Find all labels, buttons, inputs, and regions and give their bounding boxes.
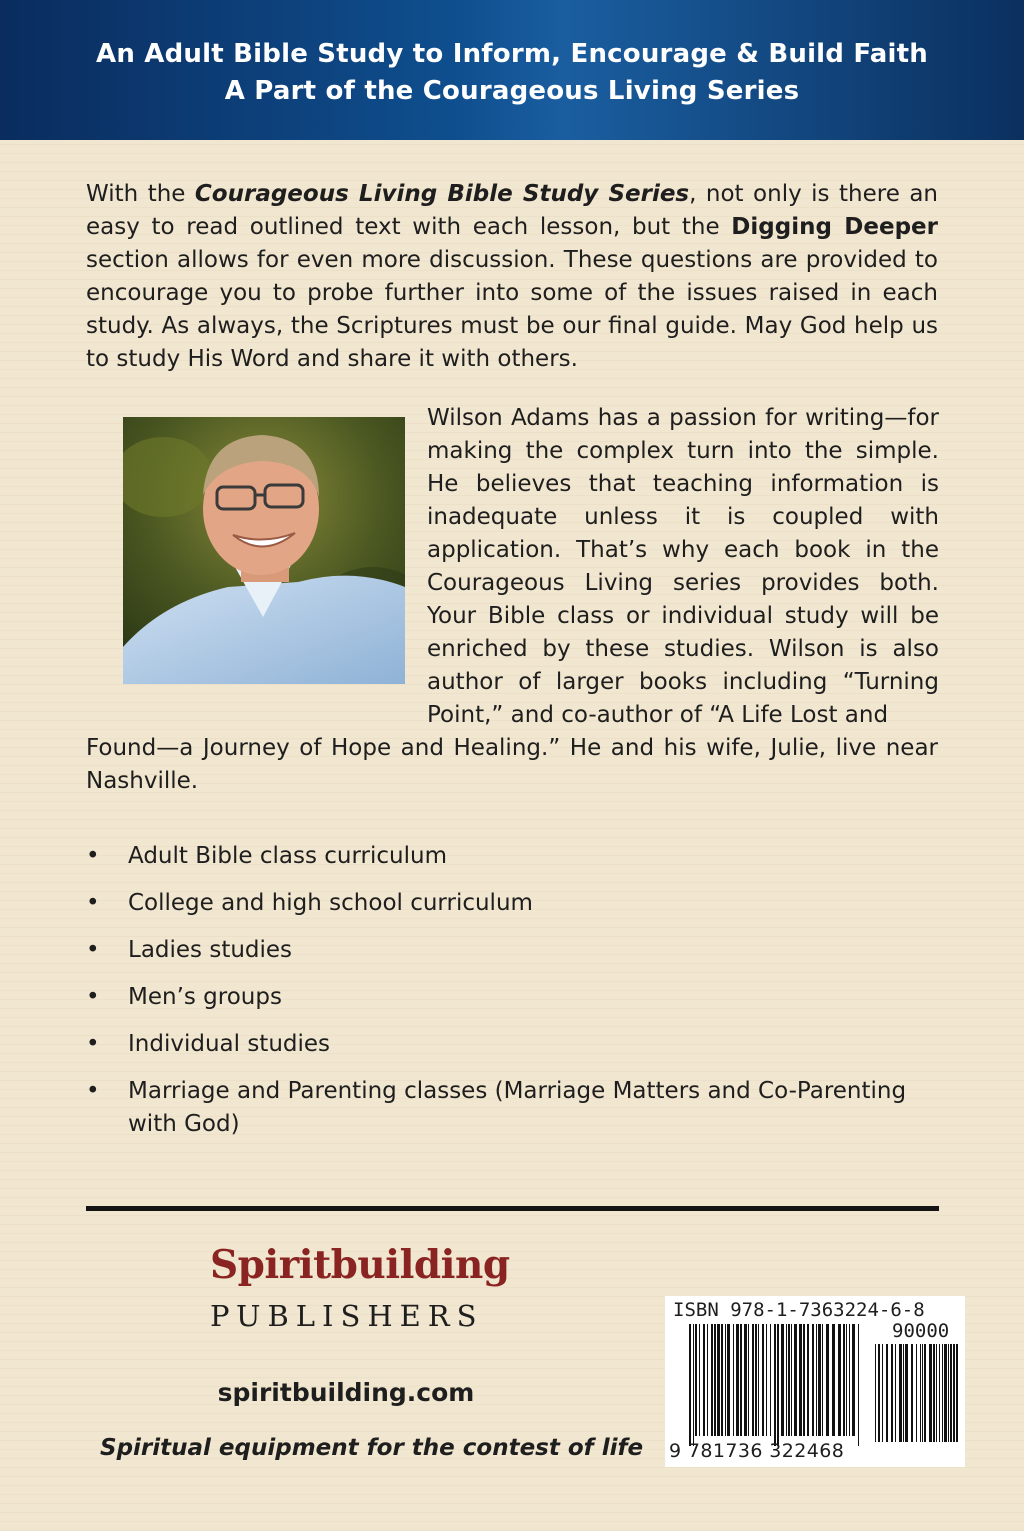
- barcode-bar: [725, 1324, 726, 1436]
- banner-subtitle: A Part of the Courageous Living Series: [224, 76, 800, 106]
- publisher-name: Spiritbuilding: [210, 1242, 510, 1288]
- addon-bar: [911, 1344, 913, 1442]
- barcode-bar: [852, 1324, 855, 1436]
- barcode-bar: [711, 1324, 713, 1436]
- barcode-bar: [794, 1324, 797, 1436]
- addon-bar: [878, 1344, 880, 1442]
- addon-bar: [936, 1344, 937, 1442]
- barcode-bar: [846, 1324, 847, 1436]
- addon-bar: [933, 1344, 935, 1442]
- barcode-bar: [799, 1324, 802, 1436]
- publisher-tagline: Spiritual equipment for the contest of life: [100, 1435, 644, 1461]
- intro-text-end: section allows for even more discussion. These questions are provided to encourage you to probe further into some of the issues raised in each study. As always, the Scriptures must be our final guide. May God help us to study His Word and share it with others.: [86, 247, 938, 372]
- bio-last-line: Nashville.: [86, 768, 199, 794]
- addon-bar: [875, 1344, 876, 1442]
- addon-bar: [950, 1344, 952, 1442]
- barcode-bar: [727, 1324, 730, 1436]
- list-item: • Ladies studies: [86, 934, 938, 967]
- barcode-bar: [693, 1324, 694, 1446]
- barcode-bar: [717, 1324, 720, 1436]
- barcode-bar: [699, 1324, 700, 1436]
- barcode-bar: [849, 1324, 850, 1436]
- barcode-bar: [832, 1324, 835, 1436]
- addon-bar: [924, 1344, 926, 1442]
- addon-bar: [899, 1344, 902, 1442]
- barcode-bar: [774, 1324, 776, 1446]
- barcode-bar: [755, 1324, 757, 1436]
- bullet-icon: •: [86, 984, 100, 1010]
- barcode-bar: [736, 1324, 739, 1436]
- barcode-bar: [748, 1324, 749, 1436]
- publisher-logo: [210, 1240, 510, 1336]
- barcode-bar: [714, 1324, 716, 1436]
- barcode-bar: [822, 1324, 823, 1436]
- barcode-bar: [744, 1324, 747, 1436]
- digging-deeper-label: Digging Deeper: [731, 214, 938, 240]
- barcode-digits: 9 781736 322468: [669, 1440, 845, 1462]
- author-bio-continued: [86, 732, 938, 798]
- barcode-bar: [777, 1324, 779, 1446]
- barcode-bar: [803, 1324, 805, 1436]
- addon-bar: [905, 1344, 908, 1442]
- barcode-bar: [733, 1324, 734, 1436]
- barcode-bar: [695, 1324, 697, 1436]
- addon-bar: [944, 1344, 947, 1442]
- barcode-bar: [703, 1324, 705, 1436]
- addon-bar: [939, 1344, 940, 1442]
- addon-bar: [942, 1344, 943, 1442]
- isbn-barcode: [665, 1296, 965, 1467]
- divider: [86, 1206, 939, 1211]
- bullet-icon: •: [86, 937, 100, 963]
- barcode-bar: [816, 1324, 817, 1436]
- addon-bar: [882, 1344, 883, 1442]
- addon-bar: [891, 1344, 893, 1442]
- barcode-bar: [762, 1324, 764, 1436]
- barcode-bar: [812, 1324, 814, 1436]
- banner-title: An Adult Bible Study to Inform, Encourage & Build Faith: [96, 39, 928, 69]
- series-name: Courageous Living Bible Study Series: [194, 181, 690, 207]
- addon-bar: [929, 1344, 932, 1442]
- isbn-label: ISBN 978-1-7363224-6-8: [673, 1299, 925, 1321]
- barcode-bar: [838, 1324, 841, 1436]
- barcode-bar: [689, 1324, 691, 1446]
- barcode-bar: [740, 1324, 742, 1436]
- intro-text-middle: , not only is there an easy to read outlined text with each lesson, but the: [86, 181, 939, 240]
- barcode-bar: [788, 1324, 790, 1436]
- barcode-bar: [858, 1324, 859, 1446]
- addon-bar: [916, 1344, 917, 1442]
- addon-bar: [920, 1344, 921, 1442]
- barcode-bar: [721, 1324, 723, 1436]
- addon-bar: [895, 1344, 896, 1442]
- addon-bar: [903, 1344, 904, 1442]
- barcode-bar: [826, 1324, 829, 1436]
- barcode-bar: [758, 1324, 759, 1436]
- barcode-bar: [752, 1324, 754, 1436]
- barcode-bar: [807, 1324, 809, 1436]
- intro-paragraph: [86, 178, 938, 376]
- list-item: • Men’s groups: [86, 981, 938, 1014]
- bullet-icon: •: [86, 843, 100, 869]
- publisher-subtitle: PUBLISHERS: [210, 1299, 484, 1333]
- list-item: • Marriage and Parenting classes (Marriage Matters and Co-Parenting with God): [86, 1075, 938, 1141]
- audience-list: [86, 840, 938, 1155]
- price-addon: 90000: [892, 1320, 950, 1342]
- intro-text-start: With the: [86, 181, 195, 207]
- list-item: • Individual studies: [86, 1028, 938, 1061]
- bio-full-line: Found—a Journey of Hope and Healing.” He and his wife, Julie, live near: [86, 735, 938, 761]
- addon-bar: [948, 1344, 949, 1442]
- barcode-bar: [707, 1324, 708, 1436]
- list-item: • Adult Bible class curriculum: [86, 840, 938, 873]
- bullet-icon: •: [86, 1031, 100, 1057]
- author-bio: Wilson Adams has a passion for writing—for making the complex turn into the simple. He believes that teaching information is inadequate unless it is coupled with application. That’s why each book in the Courageous Living series provides both. Your Bible class or individual study will be enriched by these studies. Wilson is also author of larger books including “Turning Point,” and co-author of “A Life Lost and: [427, 405, 939, 728]
- barcode-bar: [843, 1324, 845, 1436]
- publisher-website[interactable]: spiritbuilding.com: [217, 1378, 475, 1407]
- barcode-bar: [770, 1324, 771, 1436]
- list-item: • College and high school curriculum: [86, 887, 938, 920]
- barcode-bar: [786, 1324, 787, 1436]
- author-photo: [123, 417, 405, 684]
- addon-bar: [922, 1344, 923, 1442]
- bullet-icon: •: [86, 890, 100, 916]
- barcode-bar: [766, 1324, 767, 1436]
- barcode-bar: [791, 1324, 792, 1436]
- header-banner: [0, 0, 1024, 140]
- bullet-icon: •: [86, 1078, 100, 1104]
- addon-bar: [956, 1344, 958, 1442]
- addon-bar: [953, 1344, 955, 1442]
- barcode-bar: [781, 1324, 784, 1436]
- barcode-bar: [818, 1324, 821, 1436]
- addon-bar: [886, 1344, 888, 1442]
